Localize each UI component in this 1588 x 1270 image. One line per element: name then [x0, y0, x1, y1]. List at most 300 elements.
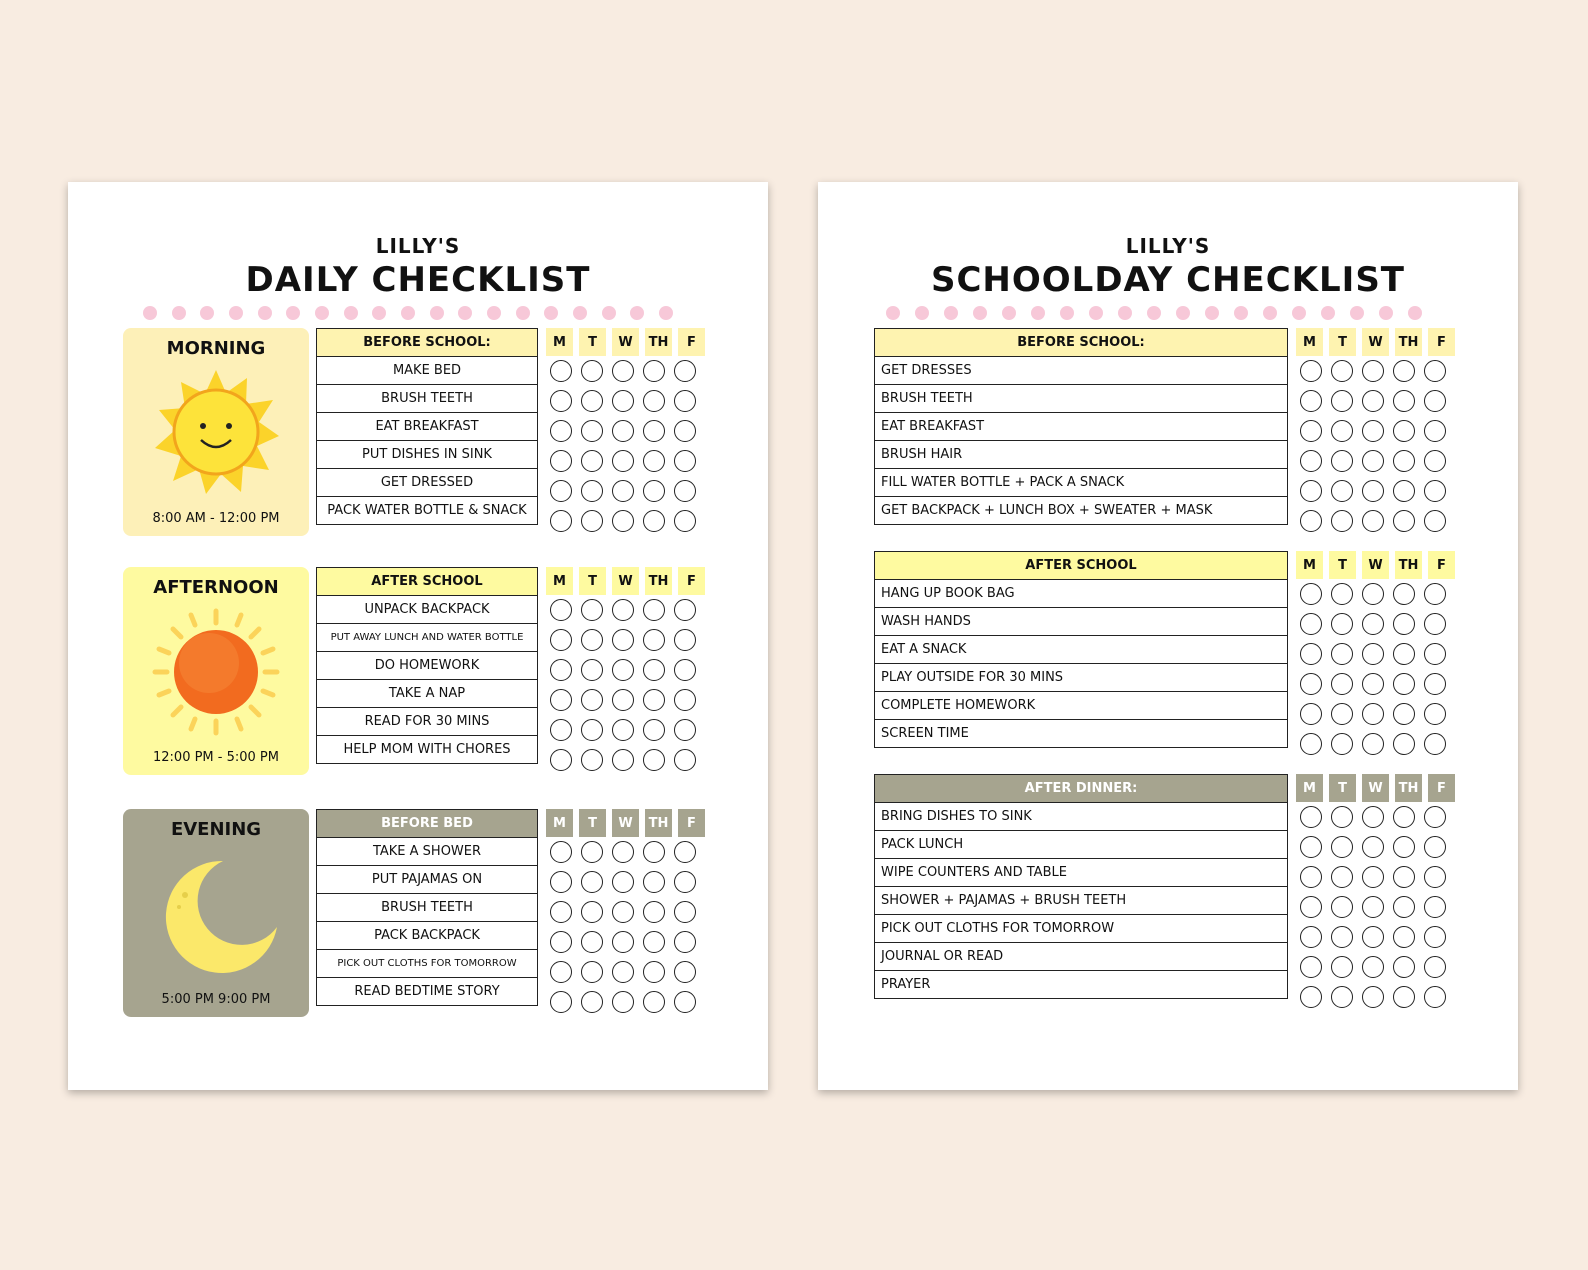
check-circle-m[interactable]: [550, 659, 572, 681]
decorative-dot: [401, 306, 415, 320]
checkbox-row: [1300, 386, 1455, 416]
check-circle-m[interactable]: [1300, 510, 1322, 532]
check-circle-t[interactable]: [1331, 836, 1353, 858]
checkbox-row: [550, 745, 705, 775]
check-circle-w[interactable]: [1362, 420, 1384, 442]
decorative-dot: [1118, 306, 1132, 320]
check-circle-w[interactable]: [612, 991, 634, 1013]
check-circle-f[interactable]: [1424, 450, 1446, 472]
check-circle-t[interactable]: [1331, 896, 1353, 918]
check-circle-th[interactable]: [1393, 583, 1415, 605]
check-circle-w[interactable]: [612, 961, 634, 983]
check-circle-th[interactable]: [643, 689, 665, 711]
daily-checklist-page: [68, 182, 768, 1090]
check-circle-t[interactable]: [581, 991, 603, 1013]
checkbox-row: [1300, 416, 1455, 446]
check-circle-th[interactable]: [643, 871, 665, 893]
task-item: READ BEDTIME STORY: [317, 978, 538, 1006]
checkbox-row: [1300, 862, 1455, 892]
day-header-t: T: [579, 567, 606, 595]
check-circle-f[interactable]: [1424, 673, 1446, 695]
check-circle-m[interactable]: [1300, 806, 1322, 828]
decorative-dot: [487, 306, 501, 320]
check-circle-th[interactable]: [643, 719, 665, 741]
check-circle-m[interactable]: [550, 901, 572, 923]
day-header-m: M: [546, 567, 573, 595]
check-circle-th[interactable]: [643, 480, 665, 502]
page-title: SCHOOLDAY CHECKLIST: [930, 260, 1406, 300]
check-circle-m[interactable]: [550, 749, 572, 771]
check-circle-th[interactable]: [1393, 926, 1415, 948]
check-circle-t[interactable]: [1331, 420, 1353, 442]
check-circle-th[interactable]: [1393, 733, 1415, 755]
check-circle-th[interactable]: [643, 360, 665, 382]
check-circle-m[interactable]: [550, 390, 572, 412]
check-circle-m[interactable]: [1300, 956, 1322, 978]
decorative-dot: [973, 306, 987, 320]
check-circle-w[interactable]: [612, 360, 634, 382]
checkbox-row: [550, 506, 705, 536]
check-circle-w[interactable]: [1362, 390, 1384, 412]
section-time: 5:00 PM 9:00 PM: [161, 992, 271, 1007]
check-circle-t[interactable]: [1331, 866, 1353, 888]
check-circle-f[interactable]: [674, 480, 696, 502]
check-circle-f[interactable]: [674, 360, 696, 382]
decorative-dot: [1292, 306, 1306, 320]
check-circle-m[interactable]: [1300, 866, 1322, 888]
decorative-dot: [458, 306, 472, 320]
check-circle-w[interactable]: [612, 719, 634, 741]
check-circle-th[interactable]: [1393, 896, 1415, 918]
check-circle-t[interactable]: [1331, 643, 1353, 665]
check-circle-m[interactable]: [1300, 703, 1322, 725]
check-circle-w[interactable]: [1362, 673, 1384, 695]
check-circle-t[interactable]: [1331, 480, 1353, 502]
check-circle-th[interactable]: [1393, 866, 1415, 888]
task-table-header: AFTER DINNER:: [875, 775, 1288, 803]
check-circle-th[interactable]: [643, 991, 665, 1013]
schoolday-checklist-page: [818, 182, 1518, 1090]
task-item: READ FOR 30 MINS: [317, 708, 538, 736]
check-circle-w[interactable]: [1362, 926, 1384, 948]
check-circle-th[interactable]: [1393, 806, 1415, 828]
check-circle-m[interactable]: [550, 871, 572, 893]
check-circle-w[interactable]: [612, 841, 634, 863]
day-header-m: M: [1296, 328, 1323, 356]
check-circle-w[interactable]: [612, 599, 634, 621]
checkbox-row: [1300, 669, 1455, 699]
task-item: HELP MOM WITH CHORES: [317, 736, 538, 764]
task-table-header: BEFORE BED: [317, 810, 538, 838]
check-circle-f[interactable]: [674, 390, 696, 412]
check-circle-w[interactable]: [1362, 480, 1384, 502]
check-circle-th[interactable]: [1393, 450, 1415, 472]
check-circle-f[interactable]: [674, 841, 696, 863]
check-circle-th[interactable]: [1393, 836, 1415, 858]
check-circle-th[interactable]: [643, 599, 665, 621]
check-circle-m[interactable]: [550, 991, 572, 1013]
task-item: MAKE BED: [317, 357, 538, 385]
check-circle-th[interactable]: [1393, 390, 1415, 412]
check-circle-f[interactable]: [674, 961, 696, 983]
check-circle-m[interactable]: [1300, 583, 1322, 605]
check-circle-t[interactable]: [1331, 673, 1353, 695]
day-header-t: T: [1329, 328, 1356, 356]
checkbox-row: [550, 446, 705, 476]
task-item: PACK WATER BOTTLE & SNACK: [317, 497, 538, 525]
decorative-dot: [1234, 306, 1248, 320]
check-circle-th[interactable]: [643, 390, 665, 412]
decorative-dot: [1060, 306, 1074, 320]
task-item: SCREEN TIME: [875, 720, 1288, 748]
evening-task-table: [316, 809, 538, 1006]
check-circle-f[interactable]: [674, 629, 696, 651]
check-circle-f[interactable]: [674, 659, 696, 681]
check-circle-m[interactable]: [550, 599, 572, 621]
day-headers: [1296, 551, 1461, 579]
decorative-dot-row: [886, 306, 1422, 320]
check-circle-th[interactable]: [1393, 956, 1415, 978]
check-circle-w[interactable]: [1362, 806, 1384, 828]
decorative-dot: [1002, 306, 1016, 320]
check-circle-t[interactable]: [1331, 926, 1353, 948]
check-circle-w[interactable]: [1362, 703, 1384, 725]
section-time: 12:00 PM - 5:00 PM: [153, 750, 279, 765]
check-circle-w[interactable]: [612, 480, 634, 502]
check-circle-m[interactable]: [1300, 733, 1322, 755]
check-circle-m[interactable]: [550, 931, 572, 953]
checkbox-row: [1300, 922, 1455, 952]
check-circle-th[interactable]: [1393, 703, 1415, 725]
check-circle-m[interactable]: [1300, 420, 1322, 442]
page-title: DAILY CHECKLIST: [245, 260, 591, 300]
check-circle-f[interactable]: [674, 689, 696, 711]
check-circle-th[interactable]: [643, 901, 665, 923]
before-school-task-table: [874, 328, 1288, 525]
check-circle-m[interactable]: [550, 961, 572, 983]
checkbox-row: [1300, 639, 1455, 669]
checkbox-row: [1300, 506, 1455, 536]
check-circle-f[interactable]: [674, 749, 696, 771]
day-header-th: TH: [645, 328, 672, 356]
check-circle-t[interactable]: [581, 510, 603, 532]
check-circle-f[interactable]: [674, 871, 696, 893]
check-circle-m[interactable]: [550, 719, 572, 741]
task-item: SHOWER + PAJAMAS + BRUSH TEETH: [875, 887, 1288, 915]
day-header-f: F: [678, 809, 705, 837]
check-circle-th[interactable]: [643, 841, 665, 863]
decorative-dot: [1263, 306, 1277, 320]
decorative-dot: [886, 306, 900, 320]
check-circle-f[interactable]: [674, 599, 696, 621]
check-circle-w[interactable]: [1362, 986, 1384, 1008]
task-item: WIPE COUNTERS AND TABLE: [875, 859, 1288, 887]
check-circle-f[interactable]: [1424, 390, 1446, 412]
check-circle-t[interactable]: [581, 931, 603, 953]
decorative-dot: [544, 306, 558, 320]
check-circle-f[interactable]: [1424, 866, 1446, 888]
checkbox-row: [550, 715, 705, 745]
page-owner: LILLY'S: [375, 234, 461, 258]
checkbox-row: [1300, 579, 1455, 609]
check-circle-f[interactable]: [1424, 420, 1446, 442]
task-item: PUT PAJAMAS ON: [317, 866, 538, 894]
check-circle-f[interactable]: [1424, 733, 1446, 755]
evening-panel: [123, 809, 309, 1017]
check-circle-t[interactable]: [581, 360, 603, 382]
check-circle-th[interactable]: [643, 629, 665, 651]
checkbox-row: [1300, 699, 1455, 729]
task-item: PLAY OUTSIDE FOR 30 MINS: [875, 664, 1288, 692]
check-circle-t[interactable]: [581, 961, 603, 983]
check-circle-th[interactable]: [1393, 510, 1415, 532]
day-header-f: F: [678, 567, 705, 595]
check-circle-w[interactable]: [612, 901, 634, 923]
check-circle-t[interactable]: [581, 420, 603, 442]
check-circle-w[interactable]: [612, 510, 634, 532]
check-circle-t[interactable]: [581, 450, 603, 472]
task-table-header: BEFORE SCHOOL:: [317, 329, 538, 357]
check-circle-t[interactable]: [1331, 956, 1353, 978]
check-circle-t[interactable]: [581, 480, 603, 502]
check-circle-w[interactable]: [1362, 643, 1384, 665]
task-item: BRING DISHES TO SINK: [875, 803, 1288, 831]
check-circle-m[interactable]: [1300, 673, 1322, 695]
check-circle-t[interactable]: [581, 659, 603, 681]
task-item: TAKE A NAP: [317, 680, 538, 708]
task-item: UNPACK BACKPACK: [317, 596, 538, 624]
check-circle-w[interactable]: [1362, 866, 1384, 888]
check-circle-t[interactable]: [1331, 450, 1353, 472]
check-circle-f[interactable]: [1424, 480, 1446, 502]
check-circle-th[interactable]: [1393, 673, 1415, 695]
check-circle-m[interactable]: [1300, 390, 1322, 412]
check-circle-t[interactable]: [581, 599, 603, 621]
day-header-f: F: [1428, 328, 1455, 356]
check-circle-m[interactable]: [1300, 613, 1322, 635]
check-circle-th[interactable]: [1393, 480, 1415, 502]
decorative-dot: [344, 306, 358, 320]
check-circle-th[interactable]: [643, 961, 665, 983]
decorative-dot: [229, 306, 243, 320]
check-circle-th[interactable]: [643, 931, 665, 953]
check-circle-w[interactable]: [1362, 510, 1384, 532]
check-circle-w[interactable]: [1362, 613, 1384, 635]
check-circle-w[interactable]: [1362, 583, 1384, 605]
check-circle-f[interactable]: [1424, 836, 1446, 858]
checkbox-grid: [550, 595, 705, 775]
decorative-dot: [286, 306, 300, 320]
check-circle-m[interactable]: [550, 450, 572, 472]
check-circle-f[interactable]: [1424, 986, 1446, 1008]
check-circle-m[interactable]: [550, 420, 572, 442]
check-circle-m[interactable]: [1300, 360, 1322, 382]
section-name: MORNING: [166, 338, 266, 359]
checkbox-row: [550, 595, 705, 625]
check-circle-f[interactable]: [674, 901, 696, 923]
checkbox-row: [1300, 832, 1455, 862]
check-circle-th[interactable]: [643, 749, 665, 771]
check-circle-f[interactable]: [674, 450, 696, 472]
task-item: PUT AWAY LUNCH AND WATER BOTTLE: [317, 624, 538, 652]
check-circle-f[interactable]: [1424, 806, 1446, 828]
check-circle-m[interactable]: [550, 629, 572, 651]
check-circle-f[interactable]: [674, 719, 696, 741]
day-header-f: F: [678, 328, 705, 356]
task-item: FILL WATER BOTTLE + PACK A SNACK: [875, 469, 1288, 497]
task-item: COMPLETE HOMEWORK: [875, 692, 1288, 720]
check-circle-f[interactable]: [1424, 643, 1446, 665]
check-circle-th[interactable]: [1393, 613, 1415, 635]
checkbox-grid: [1300, 802, 1455, 1012]
check-circle-t[interactable]: [581, 629, 603, 651]
check-circle-m[interactable]: [1300, 450, 1322, 472]
task-item: EAT BREAKFAST: [317, 413, 538, 441]
check-circle-w[interactable]: [612, 871, 634, 893]
check-circle-t[interactable]: [581, 390, 603, 412]
decorative-dot: [258, 306, 272, 320]
decorative-dot: [1379, 306, 1393, 320]
checkbox-row: [550, 867, 705, 897]
check-circle-f[interactable]: [1424, 510, 1446, 532]
check-circle-f[interactable]: [1424, 703, 1446, 725]
check-circle-w[interactable]: [612, 659, 634, 681]
day-header-w: W: [612, 809, 639, 837]
check-circle-th[interactable]: [643, 450, 665, 472]
check-circle-m[interactable]: [550, 841, 572, 863]
day-header-th: TH: [645, 809, 672, 837]
check-circle-t[interactable]: [1331, 583, 1353, 605]
checkbox-row: [550, 476, 705, 506]
morning-task-table: [316, 328, 538, 525]
check-circle-t[interactable]: [1331, 390, 1353, 412]
decorative-dot: [172, 306, 186, 320]
check-circle-f[interactable]: [674, 991, 696, 1013]
check-circle-t[interactable]: [1331, 360, 1353, 382]
check-circle-m[interactable]: [1300, 896, 1322, 918]
check-circle-m[interactable]: [1300, 836, 1322, 858]
check-circle-t[interactable]: [1331, 986, 1353, 1008]
day-header-t: T: [579, 809, 606, 837]
check-circle-t[interactable]: [581, 689, 603, 711]
check-circle-w[interactable]: [612, 931, 634, 953]
check-circle-f[interactable]: [674, 510, 696, 532]
after-dinner-task-table: [874, 774, 1288, 999]
check-circle-th[interactable]: [1393, 643, 1415, 665]
check-circle-m[interactable]: [550, 480, 572, 502]
check-circle-w[interactable]: [1362, 896, 1384, 918]
day-header-t: T: [579, 328, 606, 356]
page-owner: LILLY'S: [1125, 234, 1211, 258]
task-item: GET BACKPACK + LUNCH BOX + SWEATER + MASK: [875, 497, 1288, 525]
check-circle-th[interactable]: [643, 420, 665, 442]
day-header-w: W: [1362, 328, 1389, 356]
day-header-m: M: [546, 809, 573, 837]
check-circle-m[interactable]: [1300, 926, 1322, 948]
decorative-dot: [1350, 306, 1364, 320]
task-item: PICK OUT CLOTHS FOR TOMORROW: [317, 950, 538, 978]
check-circle-f[interactable]: [674, 931, 696, 953]
checkbox-row: [1300, 356, 1455, 386]
check-circle-th[interactable]: [1393, 420, 1415, 442]
checkbox-row: [1300, 476, 1455, 506]
check-circle-f[interactable]: [1424, 896, 1446, 918]
check-circle-t[interactable]: [1331, 703, 1353, 725]
check-circle-m[interactable]: [1300, 986, 1322, 1008]
check-circle-w[interactable]: [1362, 360, 1384, 382]
check-circle-m[interactable]: [1300, 643, 1322, 665]
check-circle-w[interactable]: [612, 629, 634, 651]
check-circle-th[interactable]: [643, 510, 665, 532]
check-circle-th[interactable]: [643, 659, 665, 681]
check-circle-m[interactable]: [550, 689, 572, 711]
checkbox-grid: [550, 837, 705, 1017]
check-circle-f[interactable]: [1424, 583, 1446, 605]
check-circle-w[interactable]: [612, 390, 634, 412]
check-circle-t[interactable]: [581, 901, 603, 923]
check-circle-w[interactable]: [612, 420, 634, 442]
check-circle-t[interactable]: [581, 719, 603, 741]
check-circle-m[interactable]: [550, 510, 572, 532]
check-circle-f[interactable]: [674, 420, 696, 442]
check-circle-w[interactable]: [612, 450, 634, 472]
check-circle-m[interactable]: [550, 360, 572, 382]
check-circle-m[interactable]: [1300, 480, 1322, 502]
checkbox-row: [550, 356, 705, 386]
check-circle-w[interactable]: [1362, 956, 1384, 978]
task-item: JOURNAL OR READ: [875, 943, 1288, 971]
check-circle-w[interactable]: [612, 749, 634, 771]
task-item: DO HOMEWORK: [317, 652, 538, 680]
check-circle-f[interactable]: [1424, 926, 1446, 948]
task-item: BRUSH TEETH: [317, 385, 538, 413]
check-circle-f[interactable]: [1424, 613, 1446, 635]
check-circle-t[interactable]: [1331, 510, 1353, 532]
check-circle-t[interactable]: [1331, 733, 1353, 755]
check-circle-t[interactable]: [1331, 806, 1353, 828]
checkbox-row: [1300, 446, 1455, 476]
check-circle-t[interactable]: [581, 841, 603, 863]
checkbox-grid: [1300, 579, 1455, 759]
check-circle-t[interactable]: [581, 871, 603, 893]
decorative-dot: [573, 306, 587, 320]
decorative-dot: [516, 306, 530, 320]
section-time: 8:00 AM - 12:00 PM: [152, 511, 280, 526]
decorative-dot: [915, 306, 929, 320]
decorative-dot: [200, 306, 214, 320]
decorative-dot: [315, 306, 329, 320]
checkbox-row: [550, 957, 705, 987]
check-circle-w[interactable]: [1362, 836, 1384, 858]
check-circle-f[interactable]: [1424, 360, 1446, 382]
check-circle-w[interactable]: [1362, 733, 1384, 755]
check-circle-w[interactable]: [612, 689, 634, 711]
task-item: GET DRESSED: [317, 469, 538, 497]
check-circle-t[interactable]: [581, 749, 603, 771]
check-circle-th[interactable]: [1393, 986, 1415, 1008]
check-circle-w[interactable]: [1362, 450, 1384, 472]
morning-panel: [123, 328, 309, 536]
task-table-header: AFTER SCHOOL: [317, 568, 538, 596]
check-circle-f[interactable]: [1424, 956, 1446, 978]
day-header-w: W: [612, 567, 639, 595]
check-circle-t[interactable]: [1331, 613, 1353, 635]
checkbox-row: [550, 625, 705, 655]
decorative-dot: [630, 306, 644, 320]
check-circle-th[interactable]: [1393, 360, 1415, 382]
task-item: BRUSH TEETH: [875, 385, 1288, 413]
decorative-dot: [1408, 306, 1422, 320]
